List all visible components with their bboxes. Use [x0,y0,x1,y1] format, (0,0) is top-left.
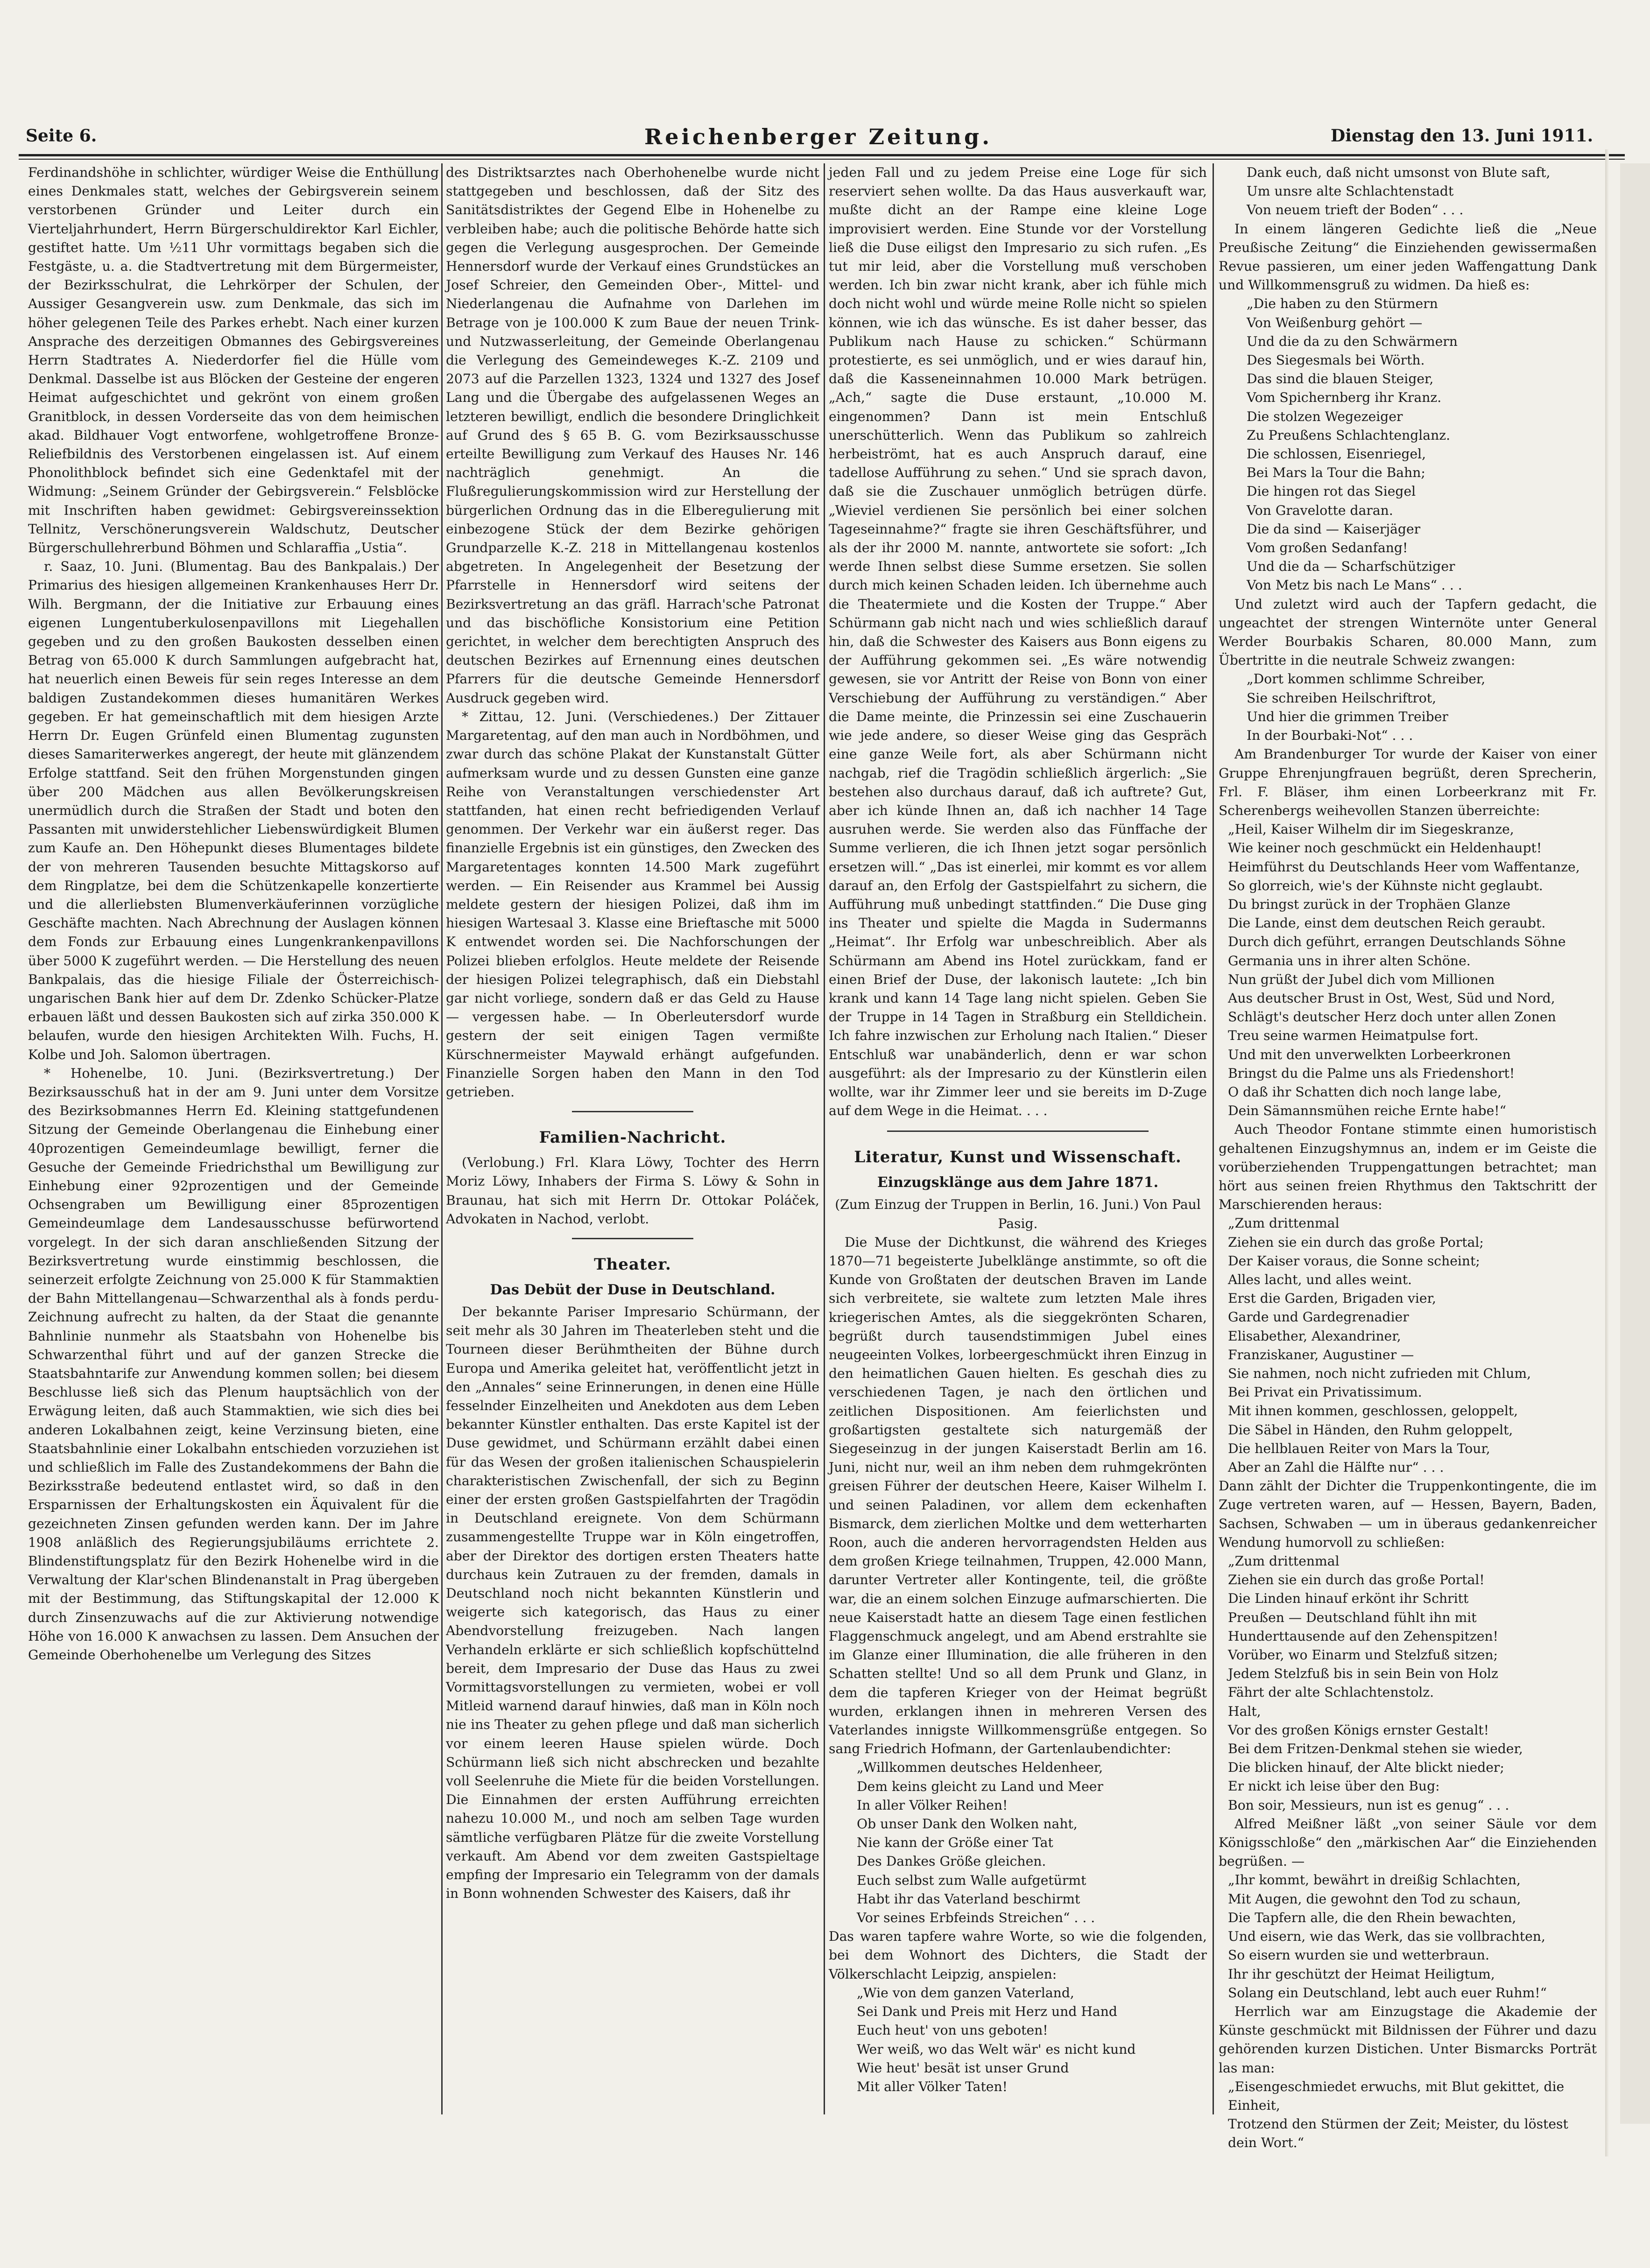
poem-line: Die schlossen, Eisenriegel, [1247,446,1426,462]
poem-line: Und hier die grimmen Treiber [1247,709,1448,724]
poem-line: Von neuem trieft der Boden“ . . . [1247,202,1464,218]
poem-line: Wie keiner noch geschmückt ein Heldenhaupt! [1228,840,1542,856]
poem-line: So eisern wurden sie und wetterbraun. [1228,1947,1489,1963]
poem-line: Alles lacht, und alles weint. [1228,1271,1412,1287]
theater-heading: Theater. [594,1255,671,1274]
column-4 [1219,163,1597,2151]
poem-line: Dank euch, daß nicht umsonst von Blute saft, [1247,165,1551,180]
poem-line: Er nickt ich leise über den Bug: [1228,1778,1440,1794]
poem-line: Das sind die blauen Steiger, [1247,371,1434,387]
poem-line: „Wie von dem ganzen Vaterland, [857,1985,1074,2001]
poem-leipzig-cont [1219,163,1597,220]
poem-line: Dein Sämannsmühen reiche Ernte habe!“ [1228,1103,1507,1119]
poem-line: Habt ihr das Vaterland beschirmt [857,1891,1080,1907]
poem-line: Solang ein Deutschland, lebt auch euer Ruhm!“ [1228,1985,1547,2001]
page-number: Seite 6. [26,126,97,146]
literature-text: Dann zählt der Dichter die Truppenkontingente, die im Zuge vertreten waren, auf — Hessen, Bayern, Baden, Sachsen, Schwaben — um in überaus gedankenreicher Wendung humorvoll zu schließen: [1219,1478,1597,1550]
poem-line: Aus deutscher Brust in Ost, West, Süd und Nord, [1228,990,1555,1006]
separator [572,1111,693,1112]
poem-bismarck-distich [1219,2078,1597,2153]
column-divider [1213,163,1214,2114]
literature-text: Auch Theodor Fontane stimmte einen humoristisch gehaltenen Einzugshymnus an, indem er im Geiste die vorüberziehenden Truppengattungen betrachtet; man hört aus seinen freien Rhythmus den Taktschritt der Marschierenden heraus: [1219,1122,1597,1213]
article-zittau: * Zittau, 12. Juni. (Verschiedenes.) Der Zittauer Margaretentag, auf den man auch in Nordböhmen, und zwar durch das schöne Plakat der Kunstanstalt Gütter aufmerksam wurde und zu dessen Gunsten eine ganze Reihe von Veranstaltungen verschiedenster Art stattfanden, hat einen recht befriedigenden Verlauf genommen. Der Verkehr war ein äußerst reger. Das finanzielle Ergebnis ist ein günstiges, den Zwecken des Margaretentages konnten 14.500 Mark zugeführt werden. — Ein Reisender aus Krammel bei Aussig meldete gestern der hiesigen Polizei, daß ihm im hiesigen Wartesaal 3. Klasse eine Brieftasche mit 5000 K entwendet worden sei. Die Nachforschungen der Polizei blieben erfolglos. Heute meldete der Reisende der hiesigen Polizei telegraphisch, daß ein Diebstahl gar nicht vorliege, sondern daß er das Geld zu Hause — vergessen habe. — In Oberleutersdorf wurde gestern der seit einigen Tagen vermißte Kürschnermeister Maywald erhängt aufgefunden. Finanzielle Sorgen haben den Mann in den Tod getrieben. [446,709,819,1100]
poem-line: Elisabether, Alexandriner, [1228,1328,1401,1344]
poem-line: „Willkommen deutsches Heldenheer, [857,1760,1103,1776]
poem-line: Mit Augen, die gewohnt den Tod zu schaun, [1228,1891,1521,1907]
poem-line: „Ihr kommt, bewährt in dreißig Schlachten, [1228,1872,1521,1888]
poem-line: Mit ihnen kommen, geschlossen, geloppelt, [1228,1403,1518,1419]
poem-line: Ob unser Dank den Wolken naht, [857,1816,1078,1832]
poem-line: Heimführst du Deutschlands Heer vom Waffentanze, [1228,859,1580,875]
separator [572,1238,693,1239]
poem-line: Bringst du die Palme uns als Friedenshort! [1228,1065,1515,1081]
family-news-text: (Verlobung.) Frl. Klara Löwy, Tochter des Herrn Moriz Löwy, Inhabers der Firma S. Löwy & Sohn in Braunau, hat sich mit Herrn Dr. Ottokar Poláček, Advokaten in Nachod, verlobt. [446,1155,819,1227]
adjacent-page-edge [1620,163,1650,2124]
poem-line: Erst die Garden, Brigaden vier, [1228,1291,1436,1306]
poem-line: Und die da — Scharfschütziger [1247,559,1455,575]
poem-line: „Zum drittenmal [1228,1553,1340,1569]
poem-line: Sie schreiben Heilschriftrot, [1247,690,1437,706]
issue-date: Dienstag den 13. Juni 1911. [1331,126,1594,146]
poem-line: O daß ihr Schatten dich noch lange labe, [1228,1084,1502,1100]
poem-line: Der Kaiser voraus, die Sonne scheint; [1228,1253,1480,1269]
poem-line: Die blicken hinauf, der Alte blickt nieder; [1228,1760,1504,1776]
poem-line: Zu Preußens Schlachtenglanz. [1247,427,1451,443]
poem-leipzig [829,1984,1207,2096]
poem-line: Aber an Zahl die Hälfte nur“ . . . [1228,1460,1444,1475]
poem-line: Hunderttausende auf den Zehenspitzen! [1228,1628,1498,1644]
poem-scherenberg [1219,820,1597,1120]
poem-line: Von Gravelotte daran. [1247,502,1393,518]
poem-line: Vom Spichernberg ihr Kranz. [1247,390,1442,406]
page-fold-shadow [1605,149,1609,2156]
poem-line: Durch dich geführt, errangen Deutschlands Söhne [1228,934,1566,950]
article-hohenelbe: * Hohenelbe, 10. Juni. (Bezirksvertretung.) Der Bezirksausschuß hat in der am 9. Juni unter dem Vorsitze des Bezirksobmannes Herrn Ed. Kleining stattgefundenen Sitzung der Gemeinde Oberlangenau die Einhebung einer 40prozentigen Gemeindeumlage bewilligt, ferner die Gesuche der Gemeinde Friedrichsthal um Bewilligung zur Einhebung einer 92prozentigen und der Gemeinde Ochsengraben um Bewilligung einer 85prozentigen Gemeindeumlage dem Landesausschusse befürwortend vorgelegt. In der sich daran anschließenden Sitzung der Bezirksvertretung wurde einstimmig beschlossen, die seinerzeit erfolgte Zeichnung von 25.000 K für Stammaktien der Bahn Mittellangenau—Schwarzenthal als à fonds perdu-Zeichnung aufrecht zu halten, da der Staat die genannte Bahnlinie nunmehr als Staatsbahn von Hohenelbe bis Schwarzenthal führt und auf der ganzen Strecke die Staatsbahntarife zur Anwendung kommen sollen; bei diesem Beschlusse ließ sich das Plenum hauptsächlich von der Erwägung leiten, daß auch Stammaktien, wie sich dies bei anderen Lokalbahnen zeigt, keine Verzinsung bieten, eine Staatsbahnlinie einer Lokalbahn entschieden vorzuziehen ist und schließlich im Falle des Zustandekommens der Bahn die Bezirksstraße bedeutend entlastet wird, so daß in den Ersparnissen der Erhaltungskosten ein Äquivalent für die gezeichneten Zinsen gefunden werden kann. Der im Jahre 1908 anläßlich des Regierungsjubiläums errichtete 2. Blindenstiftungsplatz für den Bezirk Hohenelbe wird in die Verwaltung der Klar'schen Blindenanstalt in Prag übergeben mit der Bestimmung, das Stiftungskapital der 12.000 K durch Zinsenzuwachs auf die zur Aktivierung notwendige Höhe von 16.000 K anwachsen zu lassen. Dem Ansuchen der Gemeinde Oberhohenelbe um Verlegung des Sitzes [28,1065,439,1663]
poem-line: Bei Mars la Tour die Bahn; [1247,465,1425,481]
poem-line: Die Tapfern alle, die den Rhein bewachten, [1228,1910,1516,1925]
literature-heading: Literatur, Kunst und Wissenschaft. [854,1148,1182,1167]
poem-line: Wie heut' besät ist unser Grund [857,2060,1069,2076]
poem-meissner [1219,1871,1597,2002]
poem-line: Von Metz bis nach Le Mans“ . . . [1247,577,1462,593]
poem-line: Die Linden hinauf erkönt ihr Schritt [1228,1591,1469,1607]
poem-line: Jedem Stelzfuß bis in sein Bein von Holz [1228,1666,1498,1682]
poem-line: Garde und Gardegrenadier [1228,1309,1409,1325]
poem-line: Des Siegesmals bei Wörth. [1247,352,1425,368]
header-rule [19,154,1625,156]
newspaper-title: Reichenberger Zeitung. [644,124,993,149]
poem-line: Nun grüßt der Jubel dich vom Millionen [1228,971,1495,987]
poem-line: In aller Völker Reihen! [857,1797,1008,1813]
poem-line: So glorreich, wie's der Kühnste nicht geglaubt. [1228,878,1543,893]
poem-line: Euch selbst zum Walle aufgetürmt [857,1872,1086,1888]
poem-line: „Eisengeschmiedet erwuchs, mit Blut gekittet, die Einheit, [1228,2078,1565,2113]
poem-line: Vor seines Erbfeinds Streichen“ . . . [857,1910,1095,1926]
page-header [0,126,1650,159]
poem-line: Bei Privat ein Privatissimum. [1228,1384,1422,1400]
poem-line: „Heil, Kaiser Wilhelm dir im Siegeskranze, [1228,822,1514,837]
family-news-heading: Familien-Nachricht. [539,1128,726,1147]
literature-text: Am Brandenburger Tor wurde der Kaiser von einer Gruppe Ehrenjungfrauen begrüßt, deren Sprecherin, Frl. F. Bläser, ihm einen Lorbeerkranz mit Fr. Scherenbergs weihevollen Stanzen überreichte: [1219,746,1597,818]
poem-line: Des Dankes Größe gleichen. [857,1854,1046,1869]
literature-text: Und zuletzt wird auch der Tapfern gedacht, die ungeachtet der strengen Winternöte unter General Werder Bourbakis Scharen, 80.000 Mann, zum Übertritte in die neutrale Schweiz zwangen: [1219,596,1597,668]
literature-text: Das waren tapfere wahre Worte, so wie die folgenden, bei dem Wohnort des Dichters, die Stadt der Völkerschlacht Leipzig, anspielen: [829,1929,1207,1982]
poem-line: Bon soir, Messieurs, nun ist es genug“ . . . [1228,1797,1509,1813]
literature-byline: (Zum Einzug der Truppen in Berlin, 16. Juni.) Von Paul Pasig. [835,1197,1201,1231]
theater-subheading: Das Debüt der Duse in Deutschland. [490,1281,776,1298]
poem-fontane-2 [1219,1552,1597,1815]
poem-line: Die da sind — Kaiserjäger [1247,521,1421,537]
poem-line: Preußen — Deutschland fühlt ihn mit [1228,1609,1477,1625]
column-1 [28,163,439,2105]
poem-line: Die Lande, einst dem deutschen Reich geraubt. [1228,915,1546,931]
separator [887,1130,1149,1132]
poem-line: Sei Dank und Preis mit Herz und Hand [857,2004,1117,2020]
column-2 [446,163,819,2105]
column-divider [824,163,825,2114]
theater-article: Der bekannte Pariser Impresario Schürmann, der seit mehr als 30 Jahren im Theaterleben steht und die Tourneen dieser Berühmtheiten der Bühne durch Europa und Amerika geleitet hat, veröffentlicht jetzt in den „Annales“ seine Erinnerungen, in denen eine Hülle fesselnder Einzelheiten und Anekdoten aus dem Leben bekannter Künstler enthalten. Das erste Kapitel ist der Duse gewidmet, und Schürmann erzählt dabei einen für das Wesen der großen italienischen Schauspielerin charakteristischen Zwischenfall, der sich zu Beginn einer der ersten großen Gastspielfahrten der Tragödin in Deutschland ereignete. Von dem Schürmann zusammengestellte Truppe war in Köln eingetroffen, aber der Direktor des dortigen ersten Theaters hatte durchaus kein Zutrauen zu der fremden, damals in Deutschland noch nicht bekannten Künstlerin und weigerte sich kategorisch, das Haus zu einer Abendvorstellung freizugeben. Nach langen Verhandeln erklärte er sich schließlich kopfschüttelnd bereit, dem Impresario der Duse das Haus zu zwei Vormittagsvorstellungen zu vermieten, wobei er voll Mitleid warnend darauf hinwies, daß man in Köln noch nie ins Theater zu gehen pflege und daß man sicherlich vor einem leeren Hause spielen würde. Doch Schürmann ließ sich nicht abschrecken und bezahlte voll Seelenruhe die Miete für die beiden Vorstellungen. Die Einnahmen der ersten Aufführung erreichten nahezu 10.000 M., und noch am selben Tage wurden sämtliche verfügbaren Plätze für die zweite Vorstellung verkauft. Am Abend vor dem zweiten Gastspieltage empfing der Impresario ein Telegramm von der damals in Bonn wohnenden Schwester des Kaisers, daß ihr [446,1304,819,1902]
poem-line: Die hingen rot das Siegel [1247,484,1416,499]
poem-bourbaki [1219,670,1597,745]
poem-line: Euch heut' von uns geboten! [857,2022,1048,2038]
poem-line: In der Bourbaki-Not“ . . . [1247,728,1413,744]
poem-line: Nie kann der Größe einer Tat [857,1835,1053,1851]
poem-line: „Zum drittenmal [1228,1215,1340,1231]
poem-line: Sie nahmen, noch nicht zufrieden mit Chlum, [1228,1366,1531,1381]
poem-fontane [1219,1214,1597,1477]
poem-line: Germania uns in ihrer alten Schöne. [1228,953,1471,969]
poem-line: „Die haben zu den Stürmern [1247,296,1438,312]
poem-line: Trotzend den Stürmen der Zeit; Meister, du löstest dein Wort.“ [1228,2116,1568,2151]
theater-article-cont: jeden Fall und zu jedem Preise eine Loge für sich reserviert sehen wollte. Da das Haus ausverkauft war, mußte dicht an der Rampe eine kleine Loge improvisiert werden. Eine Stunde vor der Vorstellung ließ die Duse eiligst den Impresario zu sich rufen. „Es tut mir leid, aber die Vorstellung muß verschoben werden. Ich bin zwar nicht krank, aber ich fühle mich doch nicht wohl und würde meine Rolle nicht so spielen können, wie ich das wünsche. Es ist daher besser, das Publikum nach Hause zu schicken.“ Schürmann protestierte, es sei unmöglich, und er wies darauf hin, daß die Kasseneinnahmen 10.000 Mark betrügen. „Ach,“ sagte die Duse erstaunt, „10.000 M. eingenommen? Dann ist mein Entschluß unerschütterlich. Wenn das Publikum so zahlreich herbeiströmt, hat es auch Anspruch darauf, eine tadellose Aufführung zu sehen.“ Und sie sprach davon, daß sie die Zuschauer unmöglich betrügen dürfe. „Wieviel verdienen Sie persönlich bei einer solchen Tageseinnahme?“ fragte sie ihren Geschäftsführer, und als der ihr 2000 M. nannte, antwortete sie sofort: „Ich werde Ihnen selbst diese Summe ersetzen. Sie sollen durch mich keinen Schaden leiden. Ich übernehme auch die Theatermiete und die Kosten der Truppe.“ Aber Schürmann gab nicht nach und wies schließlich darauf hin, daß die Schwester des Kaisers aus Bonn eigens zu der Aufführung gekommen sei. „Es wäre notwendig gewesen, sie vor Antritt der Reise von Bonn von einer Verschiebung der Aufführung zu verständigen.“ Aber die Dame meinte, die Prinzessin sei eine Zuschauerin wie jede andere, so dieser Weise ging das Gespräch eine ganze Weile fort, als aber Schürmann nicht nachgab, rief die Tragödin schließlich ärgerlich: „Sie bestehen also durchaus darauf, daß ich auftrete? Gut, aber ich künde Ihnen an, daß ich nachher 14 Tage ausruhen werde. Sie werden also das Fünffache der Summe verlieren, die ich Ihnen jetzt sogar persönlich ersetzen will.“ „Das ist einerlei, mir kommt es vor allem darauf an, den Erfolg der Gastspielfahrt zu sichern, die Aufführung muß unbedingt stattfinden.“ Die Duse ging ins Theater und spielte die Magda in Sudermanns „Heimat“. Ihr Erfolg war unbeschreiblich. Aber als Schürmann am Abend ins Hotel zurückkam, fand er einen Brief der Duse, der lakonisch lautete: „Ich bin krank und kann 14 Tage lang nicht spielen. Geben Sie der Truppe in 14 Tagen in Straßburg ein Stelldichein. Ich fahre inzwischen zur Erholung nach Italien.“ Dieser Entschluß war unabänderlich, denn er war schon ausgeführt: als der Impresario zu der Künstlerin eilen wollte, war ihr Zimmer leer und sie bereits im D-Zuge auf dem Wege in die Heimat. . . . [829,165,1207,1119]
poem-line: „Dort kommen schlimme Schreiber, [1247,671,1486,687]
header-rule-thin [19,159,1625,160]
poem-line: Die Säbel in Händen, den Ruhm geloppelt, [1228,1422,1513,1438]
literature-subheading: Einzugsklänge aus dem Jahre 1871. [877,1174,1159,1191]
article-denkmal: Ferdinandshöhe in schlichter, würdiger Weise die Enthüllung eines Denkmales statt, welches der Gebirgsverein seinem verstorbenen Gründer und Leiter durch ein Vierteljahrhundert, Herrn Bürgerschuldirektor Karl Eichler, gestiftet hatte. Um ½11 Uhr vormittags begaben sich die Festgäste, u. a. die Stadtvertretung mit dem Bürgermeister, der Bezirksschulrat, die Lehrkörper der Schulen, der Aussiger Gesangverein usw. zum Denkmale, das sich im höher gelegenen Teile des Parkes erhebt. Nach einer kurzen Ansprache des derzeitigen Obmannes des Gebirgsvereines Herrn Stadtrates A. Niederdorfer fiel die Hülle vom Denkmal. Dasselbe ist aus Blöcken der Gesteine der engeren Heimat aufgeschichtet und gekrönt von einem großen Granitblock, in dessen Vorderseite das von dem heimischen akad. Bildhauer Vogt entworfene, wohlgetroffene Bronze-Reliefbildnis des Verstorbenen eingelassen ist. Auf einem Phonolithblock befindet sich eine Gedenktafel mit der Widmung: „Seinem Gründer der Gebirgsverein.“ Felsblöcke mit Inschriften haben gewidmet: Gebirgsvereinssektion Tellnitz, Verschönerungsverein Waldschutz, Deutscher Bürgerschullehrerbund Böhmen und Schlaraffia „Ustia“. [28,165,439,556]
poem-line: Und die da zu den Schwärmern [1247,333,1458,349]
poem-line: Dem keins gleicht zu Land und Meer [857,1778,1103,1794]
poem-line: Fährt der alte Schlachtenstolz. [1228,1685,1434,1700]
article-hohenelbe-cont: des Distriktsarztes nach Oberhohenelbe wurde nicht stattgegeben und beschlossen, daß der Sitz des Sanitätsdistriktes der Gegend Elbe in Hohenelbe zu verbleiben habe; auch die politische Behörde hatte sich gegen die Verlegung ausgesprochen. Der Gemeinde Hennersdorf wurde der Verkauf eines Grundstückes an Josef Schreier, den Gemeinden Ober-, Mittel- und Niederlangenau die Aufnahme von Darlehen im Betrage von je 100.000 K zum Baue der neuen Trink- und Nutzwasserleitung, der Gemeinde Oberlangenau die Verlegung des Gemeindeweges K.-Z. 2109 und 2073 auf die Parzellen 1323, 1324 und 1327 des Josef Lang und die Übergabe des aufgelassenen Weges an letzteren bewilligt, endlich die besondere Dringlichkeit auf Grund des § 65 B. G. vom Bezirksausschusse erteilte Bewilligung zum Verkauf des Hauses Nr. 146 nachträglich genehmigt. An die Flußregulierungskommission wird zur Herstellung der bürgerlichen Ordnung das in die Elberegulierung mit einbezogene Stück der dem Bezirke gehörigen Grundparzelle K.-Z. 218 in Mittellangenau kostenlos abgetreten. In Angelegenheit der Besetzung der Pfarrstelle in Hennersdorf wird seitens der Bezirksvertretung an das gräfl. Harrach'sche Patronat und das bischöfliche Konsistorium eine Petition gerichtet, in welcher dem berechtigten Anspruch des deutschen Bezirkes auf Ernennung eines deutschen Pfarrers für die deutsche Gemeinde Hennersdorf Ausdruck gegeben wird. [446,165,819,706]
column-3 [829,163,1207,2105]
literature-text: Alfred Meißner läßt „von seiner Säule vor dem Königsschloße“ den „märkischen Aar“ die Einziehenden begrüßen. — [1219,1816,1597,1869]
poem-line: Ihr ihr geschützt der Heimat Heiligtum, [1228,1966,1495,1982]
article-saaz: r. Saaz, 10. Juni. (Blumentag. Bau des Bankpalais.) Der Primarius des hiesigen allgemeinen Krankenhauses Herr Dr. Wilh. Bergmann, der die Initiative zur Erbauung eines eigenen Lungentuberkulosenpavillons mit Liegehallen gegeben und zu den großen Baukosten desselben einen Betrag von 65.000 K durch Sammlungen aufgebracht hat, hat neuerlich einen Beweis für sein reges Interesse an dem baldigen Zustandekommen dieses humanitären Werkes gegeben. Er hat gemeinschaftlich mit dem hiesigen Arzte Herrn Dr. Eugen Grünfeld einen Blumentag zugunsten dieses Samariterwerkes angeregt, der heute mit glänzendem Erfolge stattfand. Seit den frühen Morgenstunden gingen über 200 Mädchen aus allen Bevölkerungskreisen unermüdlich durch die Straßen der Stadt und boten den Passanten mit unwiderstehlicher Liebenswürdigkeit Blumen zum Kaufe an. Den Höhepunkt dieses Blumentages bildete der von mehreren Tausenden besuchte Mittagskorso auf dem Ringplatze, bei dem die Schützenkapelle konzertierte und die allerliebsten Blumenverkäuferinnen vorzügliche Geschäfte machten. Nach Abrechnung der Auslagen können dem Fonds zur Erbauung eines Lungenkrankenpavillons über 5000 K zugeführt werden. — Die Herstellung des neuen Bankpalais, das die hiesige Filiale der Österreichisch-ungarischen Bank hier auf dem Dr. Zdenko Schücker-Platze erbauen läßt und dessen Baukosten sich auf zirka 350.000 K belaufen, wurde den hiesigen Architekten Wilh. Fuchs, H. Kolbe und Joh. Salomon übertragen. [28,559,439,1062]
poem-line: Ziehen sie ein durch das große Portal! [1228,1572,1485,1588]
poem-line: Ziehen sie ein durch das große Portal; [1228,1234,1484,1250]
literature-text: Herrlich war am Einzugstage die Akademie der Künste geschmückt mit Bildnissen der Führer und dazu gehörenden kurzen Distichen. Unter Bismarcks Porträt las man: [1219,2003,1597,2076]
poem-line: Vor des großen Königs ernster Gestalt! [1228,1722,1489,1738]
poem-line: Von Weißenburg gehört — [1247,315,1423,330]
poem-line: Die hellblauen Reiter von Mars la Tour, [1228,1440,1490,1456]
poem-line: Wer weiß, wo das Welt wär' es nicht kund [857,2041,1136,2057]
poem-line: Um unsre alte Schlachtenstadt [1247,183,1454,199]
poem-line: Bei dem Fritzen-Denkmal stehen sie wieder, [1228,1741,1523,1757]
poem-line: Vom großen Sedanfang! [1247,540,1408,556]
literature-article: Die Muse der Dichtkunst, die während des Krieges 1870—71 begeisterte Jubelklänge anstimmte, so oft die Kunde von Großtaten der deutschen Braven im Lande sich verbreitete, sie waltete zum letzten Male ihres kriegerischen Amtes, als die sieggekrönten Scharen, begrüßt durch tausendstimmigen Jubel eines neugeeinten Volkes, lorbeergeschmückt ihren Einzug in den heimatlichen Gauen hielten. Es geschah dies zu verschiedenen Tagen, je nach den örtlichen und zeitlichen Dispositionen. Am feierlichsten und großartigsten gestaltete sich naturgemäß der Siegeseinzug in der jungen Kaiserstadt Berlin am 16. Juni, nicht nur, weil an ihm neben dem ruhmgekrönten greisen Führer der deutschen Heere, Kaiser Wilhelm I. und seinen Paladinen, vor allem dem eckenhaften Bismarck, dem zierlichen Moltke und dem wetterharten Roon, auch die anderen hervorragendsten Helden aus dem großen Kriege teilnahmen, Truppen, 42.000 Mann, darunter Vertreter aller Kontingente, teil, die größte war, die an einem solchen Einzuge aufmarschierten. Die neue Kaiserstadt hatte an diesem Tage einen festlichen Flaggenschmuck angelegt, und am Abend erstrahlte sie im Glanze einer Illumination, die alle früheren in den Schatten stellte! Und so all dem Prunk und Glanz, in dem die tapferen Krieger von der Heimat begrüßt wurden, erklangen ihnen in mehreren Versen des Vaterlandes innigste Willkommensgrüße entgegen. So sang Friedrich Hofmann, der Gartenlaubendichter: [829,1234,1207,1757]
poem-line: Mit aller Völker Taten! [857,2078,1008,2094]
poem-preussische-zeitung [1219,295,1597,595]
poem-hofmann [829,1758,1207,1927]
literature-text: In einem längeren Gedichte ließ die „Neue Preußische Zeitung“ die Einziehenden gewissermaßen Revue passieren, um einer jeden Waffengattung Dank und Willkommensgruß zu widmen. Da hieß es: [1219,221,1597,293]
poem-line: Die stolzen Wegezeiger [1247,408,1403,424]
poem-line: Schlägt's deutscher Herz doch unter allen Zonen [1228,1009,1556,1025]
column-divider [441,163,443,2114]
poem-line: Vorüber, wo Einarm und Stelzfuß sitzen; [1228,1647,1498,1663]
poem-line: Halt, [1228,1703,1261,1719]
poem-line: Du bringst zurück in der Trophäen Glanze [1228,896,1511,912]
poem-line: Und eisern, wie das Werk, das sie vollbrachten, [1228,1929,1545,1945]
poem-line: Treu seine warmen Heimatpulse fort. [1228,1028,1479,1044]
poem-line: Franziskaner, Augustiner — [1228,1347,1414,1362]
poem-line: Und mit den unverwelkten Lorbeerkronen [1228,1046,1511,1062]
